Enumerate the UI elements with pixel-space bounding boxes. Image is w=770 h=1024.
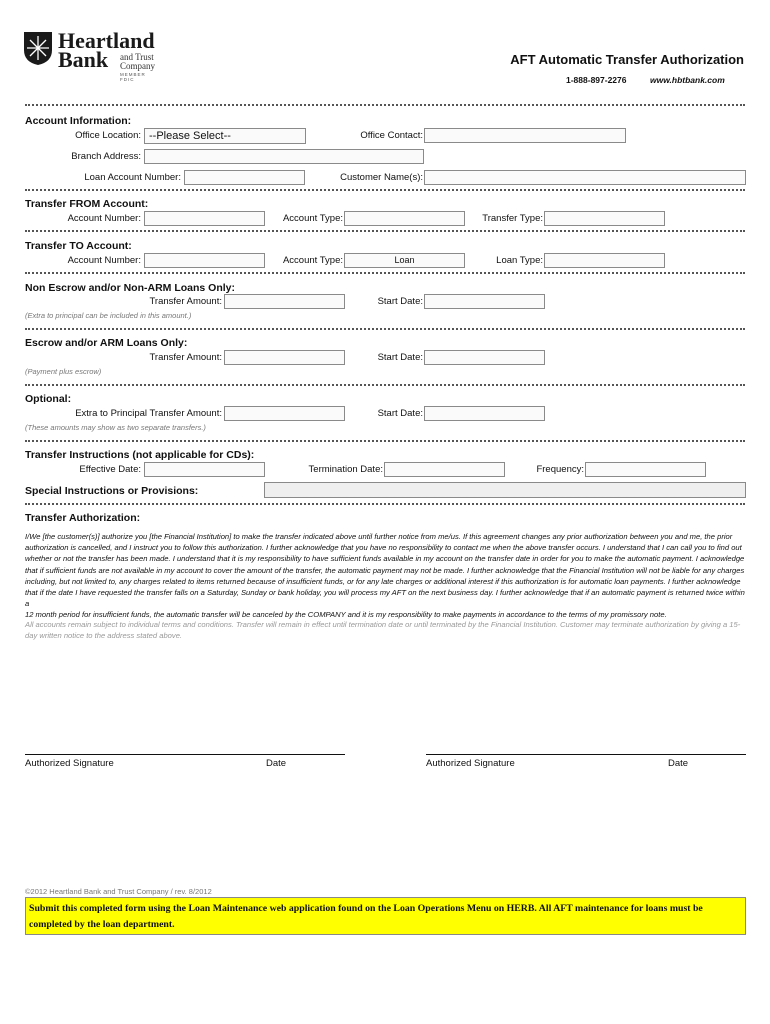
section-authorization: Transfer Authorization: [25, 512, 141, 524]
termination-date-field[interactable] [384, 462, 505, 477]
escrow-note: (Payment plus escrow) [25, 367, 102, 376]
phone-number: 1-888-897-2276 [566, 75, 627, 85]
office-location-select[interactable] [144, 128, 306, 144]
divider [25, 328, 745, 330]
non-escrow-amount-label: Transfer Amount: [149, 296, 222, 307]
authorization-text [25, 531, 747, 621]
office-contact-field[interactable] [424, 128, 626, 143]
auth-line: including, but not limited to, any charges related to items returned because of insufficient funds, or for any late charges or additional interest if this authorization is for automatic loan payments. I further acknowledge [25, 576, 741, 586]
logo-sub1: and Trust [120, 52, 154, 62]
section-transfer-to: Transfer TO Account: [25, 240, 132, 252]
divider [25, 272, 745, 274]
termination-date-label: Termination Date: [308, 464, 383, 475]
office-contact-label: Office Contact: [360, 130, 423, 141]
section-non-escrow: Non Escrow and/or Non-ARM Loans Only: [25, 282, 236, 294]
extra-principal-field[interactable] [224, 406, 345, 421]
date-label-1: Date [266, 758, 287, 769]
notice-line: All accounts remain subject to individual terms and conditions. Transfer will remain in effect until termination date or until terminated by the Financial Institution. Customer may terminate authorization by giving a 15- [25, 620, 741, 629]
special-instructions-field[interactable] [264, 482, 746, 498]
logo-member: MEMBER FDIC [120, 72, 146, 82]
section-escrow: Escrow and/or ARM Loans Only: [25, 337, 188, 349]
loan-type-label: Loan Type: [496, 255, 543, 266]
signature-label-2: Authorized Signature [426, 758, 515, 769]
customer-names-label: Customer Name(s): [340, 172, 423, 183]
signature-line-2[interactable] [426, 754, 746, 755]
loan-type-field[interactable] [544, 253, 665, 268]
transfer-type-label: Transfer Type: [482, 213, 543, 224]
office-location-label: Office Location: [75, 130, 141, 141]
star-emblem-icon [22, 30, 56, 66]
branch-address-field[interactable] [144, 149, 424, 164]
logo-sub2: Company [120, 61, 155, 71]
auth-line: 12 month period for insufficient funds, the automatic transfer will be canceled by the COMPANY and it is my responsibility to make payments in accordance to the terms of my promissory note. [25, 610, 667, 620]
branch-address-label: Branch Address: [71, 151, 141, 162]
from-account-number-label: Account Number: [67, 213, 141, 224]
auth-line: that if the date I have requested the transfer falls on a Saturday, Sunday or bank holiday, you will process my AFT on the next business day. I further acknowledge that if an automatic payment is returned twice within a [25, 588, 745, 609]
from-account-type-field[interactable] [344, 211, 465, 226]
signature-line-1[interactable] [25, 754, 345, 755]
frequency-field[interactable] [585, 462, 706, 477]
extra-principal-label: Extra to Principal Transfer Amount: [75, 408, 222, 419]
effective-date-label: Effective Date: [79, 464, 141, 475]
to-account-type-field[interactable]: Loan [344, 253, 465, 268]
escrow-start-label: Start Date: [377, 352, 423, 363]
escrow-amount-label: Transfer Amount: [149, 352, 222, 363]
escrow-start-field[interactable] [424, 350, 545, 365]
customer-names-field[interactable] [424, 170, 746, 185]
auth-line: authorization is cancelled, and I instruct you to follow this authorization. I further acknowledge that you have no responsibility to contact me when the above transfer occurs. I understand that I can call you to find out [25, 543, 742, 553]
non-escrow-start-field[interactable] [424, 294, 545, 309]
optional-start-label: Start Date: [377, 408, 423, 419]
signature-label-1: Authorized Signature [25, 758, 114, 769]
loan-account-field[interactable] [184, 170, 305, 185]
transfer-type-field[interactable] [544, 211, 665, 226]
optional-note: (These amounts may show as two separate transfers.) [25, 423, 206, 432]
date-label-2: Date [668, 758, 689, 769]
section-account-info: Account Information: [25, 115, 132, 127]
submit-line-1: Submit this completed form using the Loan Maintenance web application found on the Loan Operations Menu on HERB. All AFT maintenance for loans must be [29, 903, 703, 914]
to-account-number-label: Account Number: [67, 255, 141, 266]
to-account-number-field[interactable] [144, 253, 265, 268]
loan-account-label: Loan Account Number: [84, 172, 181, 183]
logo-name-line1: Heartland [58, 28, 155, 53]
section-optional: Optional: [25, 393, 72, 405]
submit-line-2: completed by the loan department. [29, 919, 175, 930]
termination-notice [25, 619, 747, 641]
logo-name-line2: Bank [58, 47, 109, 72]
section-special: Special Instructions or Provisions: [25, 485, 199, 497]
auth-line: that if sufficient funds are not available in my account to cover the amount of the transfer, the automatic payment may not be made. I further acknowledge that the Financial Institution will not be liable for any charges [25, 565, 745, 575]
escrow-amount-field[interactable] [224, 350, 345, 365]
divider [25, 503, 745, 505]
office-location-selected: --Please Select-- [149, 130, 231, 142]
frequency-label: Frequency: [536, 464, 584, 475]
notice-line: day written notice to the address stated above. [25, 631, 183, 641]
form-title: AFT Automatic Transfer Authorization [510, 52, 744, 67]
section-transfer-from: Transfer FROM Account: [25, 198, 149, 210]
divider [25, 384, 745, 386]
submit-notice [25, 897, 746, 935]
auth-line: I/We [the customer(s)] authorize you [the Financial Institution] to make the transfer indicated above until further notice from me/us. If this agreement changes any prior authorization between you and me, the prior [25, 532, 733, 541]
copyright: ©2012 Heartland Bank and Trust Company / rev. 8/2012 [25, 887, 212, 896]
divider [25, 189, 745, 191]
effective-date-field[interactable] [144, 462, 265, 477]
bank-logo [22, 28, 162, 82]
to-account-type-label: Account Type: [282, 255, 343, 266]
website: www.hbtbank.com [650, 75, 725, 85]
auth-line: whether or not the transfer has been made. I understand that it is my responsibility to have sufficient funds available in my account on the transfer date in order for you to make the automatic payment. I acknowledge [25, 554, 745, 564]
non-escrow-note: (Extra to principal can be included in this amount.) [25, 311, 192, 320]
optional-start-field[interactable] [424, 406, 545, 421]
divider [25, 230, 745, 232]
divider [25, 104, 745, 106]
from-account-number-field[interactable] [144, 211, 265, 226]
non-escrow-start-label: Start Date: [377, 296, 423, 307]
section-instructions: Transfer Instructions (not applicable for CDs): [25, 449, 255, 461]
divider [25, 440, 745, 442]
non-escrow-amount-field[interactable] [224, 294, 345, 309]
from-account-type-label: Account Type: [282, 213, 343, 224]
